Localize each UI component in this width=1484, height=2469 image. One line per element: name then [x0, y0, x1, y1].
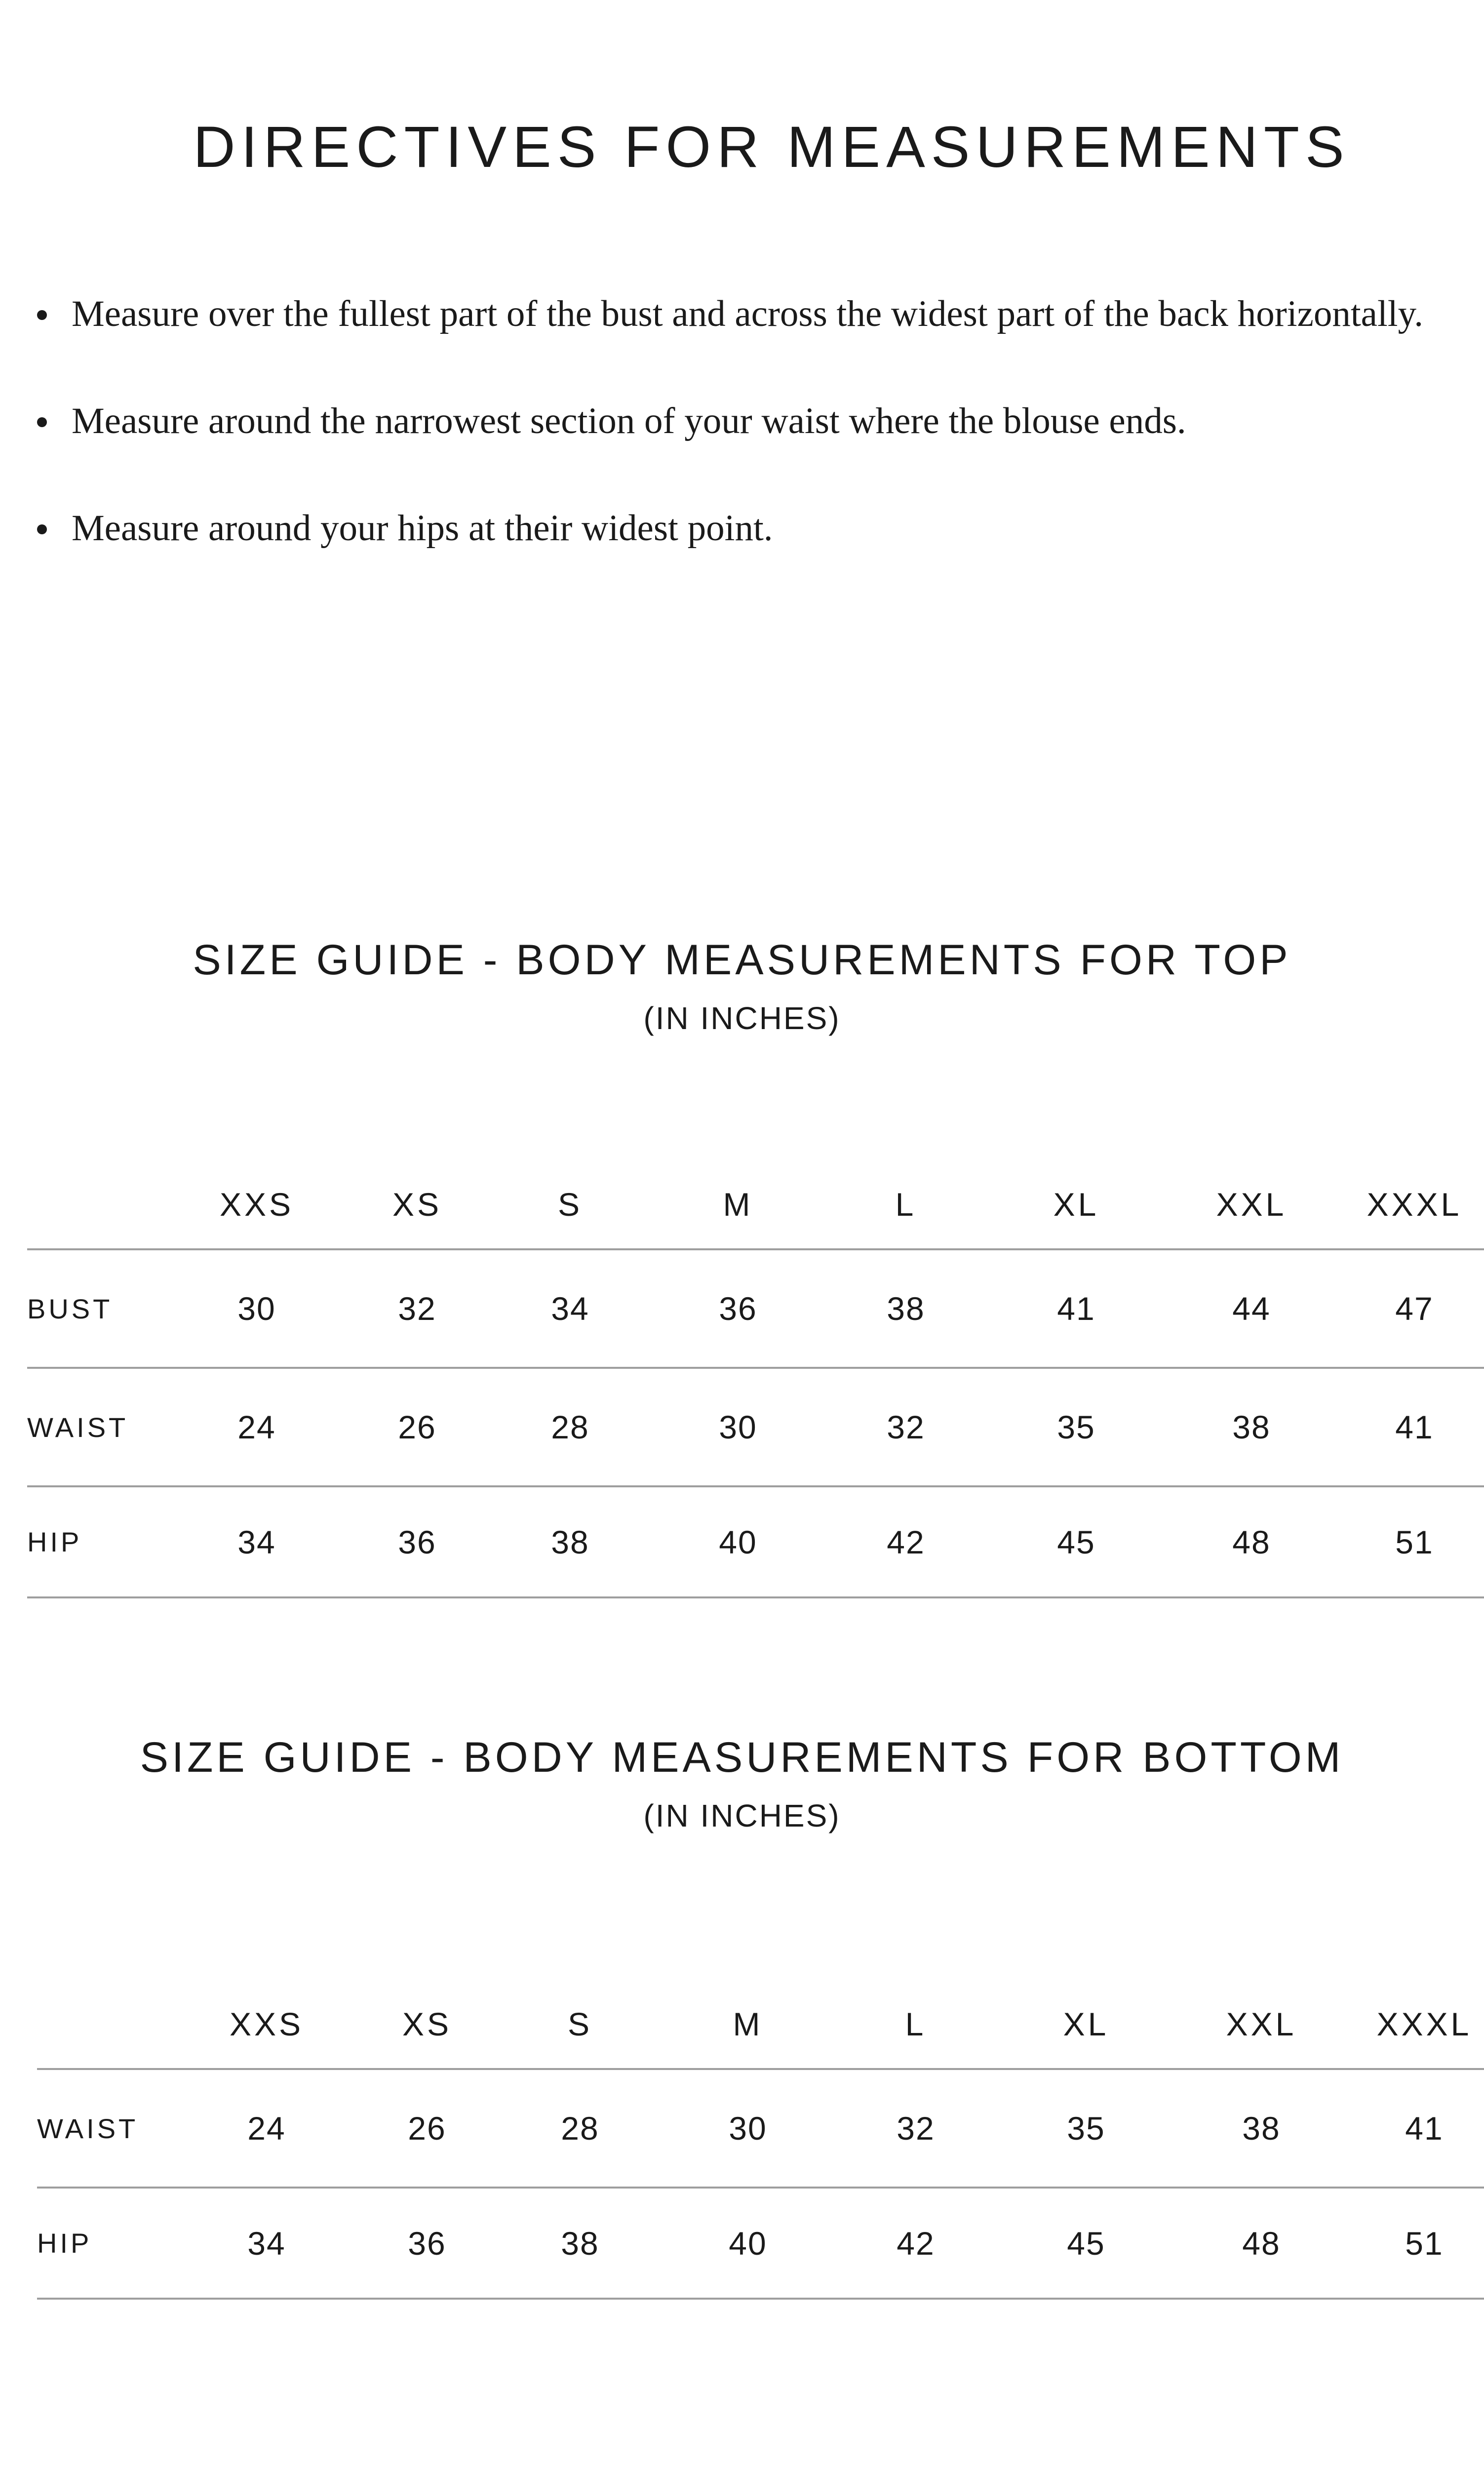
header-xxl: XXL [1182, 1980, 1340, 2069]
table-cell: 36 [338, 1486, 496, 1597]
corner-cell [37, 1980, 185, 2069]
header-xl: XL [980, 1160, 1172, 1249]
header-xl: XL [990, 1980, 1182, 2069]
table-cell: 41 [980, 1249, 1172, 1368]
table-cell: 45 [990, 2188, 1182, 2299]
header-l: L [842, 1980, 990, 2069]
header-s: S [506, 1980, 654, 2069]
table-cell: 36 [348, 2188, 506, 2299]
table-cell: 38 [506, 2188, 654, 2299]
table-cell: 36 [644, 1249, 832, 1368]
table-cell: 45 [980, 1486, 1172, 1597]
table-cell: 26 [348, 2069, 506, 2188]
table-cell: 26 [338, 1368, 496, 1486]
top-size-table [27, 1160, 1484, 1598]
table-cell: 48 [1172, 1486, 1330, 1597]
table-cell: 40 [654, 2188, 842, 2299]
table-cell: 42 [832, 1486, 980, 1597]
bottom-guide-subtitle: (IN INCHES) [643, 1798, 841, 1833]
table-row [27, 1368, 1484, 1486]
header-m: M [654, 1980, 842, 2069]
row-label: WAIST [27, 1368, 175, 1486]
top-guide-title: SIZE GUIDE - BODY MEASUREMENTS FOR TOP [193, 936, 1291, 984]
header-xxs: XXS [185, 1980, 348, 2069]
table-cell: 48 [1182, 2188, 1340, 2299]
table-cell: 47 [1330, 1249, 1484, 1368]
table-cell: 40 [644, 1486, 832, 1597]
table-cell: 44 [1172, 1249, 1330, 1368]
table-cell: 34 [175, 1486, 338, 1597]
page-title: DIRECTIVES FOR MEASUREMENTS [193, 115, 1350, 180]
header-xxxl: XXXL [1340, 1980, 1484, 2069]
directives-list [37, 286, 1449, 608]
row-label: HIP [37, 2188, 185, 2299]
table-row [37, 2069, 1484, 2188]
table-cell: 42 [842, 2188, 990, 2299]
table-cell: 35 [980, 1368, 1172, 1486]
table-row [27, 1486, 1484, 1597]
row-label: WAIST [37, 2069, 185, 2188]
table-cell: 38 [1172, 1368, 1330, 1486]
directive-item-waist: Measure around the narrowest section of your waist where the blouse ends. [37, 394, 1449, 449]
table-cell: 51 [1330, 1486, 1484, 1597]
table-cell: 32 [832, 1368, 980, 1486]
top-table-header-row [27, 1160, 1484, 1249]
header-m: M [644, 1160, 832, 1249]
table-cell: 34 [185, 2188, 348, 2299]
table-cell: 24 [175, 1368, 338, 1486]
bottom-table-header-row [37, 1980, 1484, 2069]
top-guide-subtitle: (IN INCHES) [643, 1000, 841, 1036]
table-row [37, 2188, 1484, 2299]
header-xxl: XXL [1172, 1160, 1330, 1249]
table-cell: 32 [338, 1249, 496, 1368]
table-cell: 35 [990, 2069, 1182, 2188]
table-cell: 24 [185, 2069, 348, 2188]
directive-item-hip: Measure around your hips at their widest point. [37, 501, 1449, 556]
row-label: BUST [27, 1249, 175, 1368]
table-cell: 30 [654, 2069, 842, 2188]
table-cell: 28 [506, 2069, 654, 2188]
header-xxs: XXS [175, 1160, 338, 1249]
bottom-guide-title: SIZE GUIDE - BODY MEASUREMENTS FOR BOTTOM [140, 1734, 1344, 1781]
table-row [27, 1249, 1484, 1368]
table-cell: 38 [1182, 2069, 1340, 2188]
table-cell: 38 [832, 1249, 980, 1368]
row-label: HIP [27, 1486, 175, 1597]
header-xs: XS [338, 1160, 496, 1249]
table-cell: 51 [1340, 2188, 1484, 2299]
table-cell: 38 [496, 1486, 644, 1597]
table-cell: 30 [644, 1368, 832, 1486]
directive-item-bust: Measure over the fullest part of the bust and across the widest part of the back horizontally. [37, 286, 1449, 342]
table-cell: 41 [1330, 1368, 1484, 1486]
table-cell: 28 [496, 1368, 644, 1486]
header-s: S [496, 1160, 644, 1249]
header-l: L [832, 1160, 980, 1249]
table-cell: 30 [175, 1249, 338, 1368]
table-cell: 41 [1340, 2069, 1484, 2188]
table-cell: 34 [496, 1249, 644, 1368]
table-cell: 32 [842, 2069, 990, 2188]
header-xs: XS [348, 1980, 506, 2069]
header-xxxl: XXXL [1330, 1160, 1484, 1249]
corner-cell [27, 1160, 175, 1249]
bottom-size-table [37, 1980, 1484, 2300]
